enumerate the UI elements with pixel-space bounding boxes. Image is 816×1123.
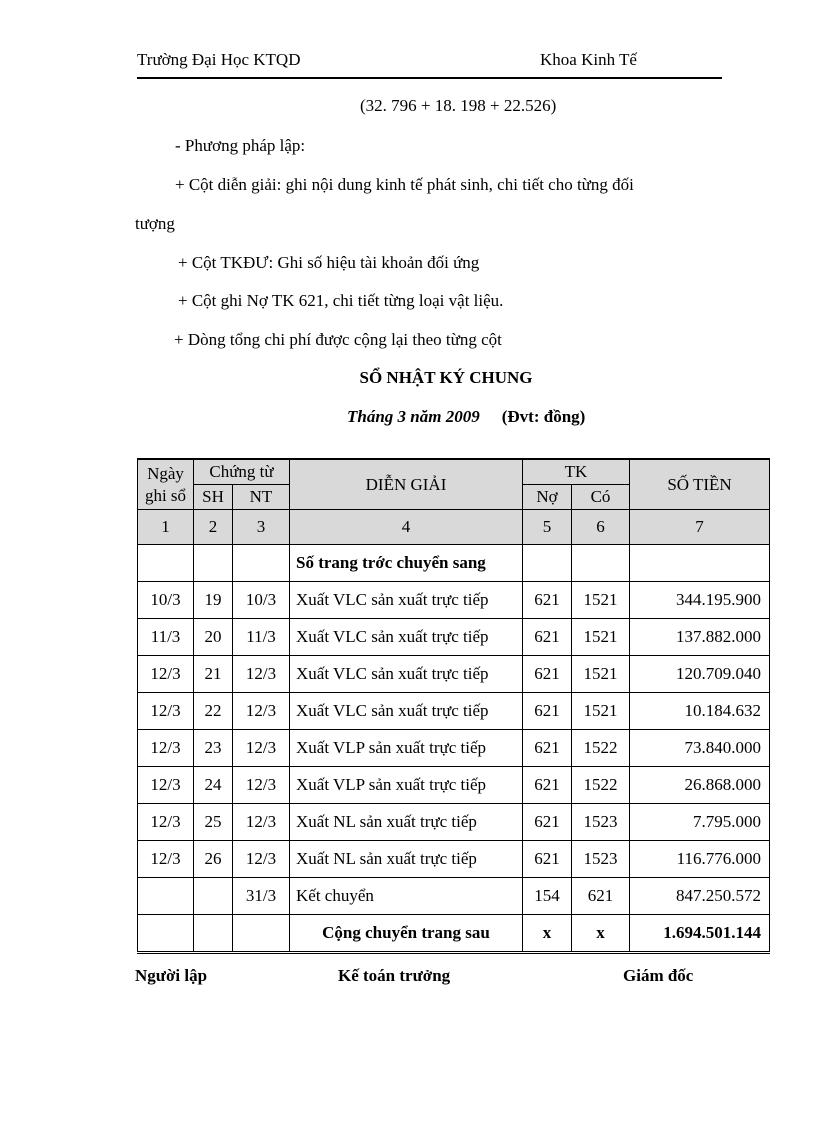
entry-debit-account: 621 (523, 730, 572, 767)
entry-voucher-number: 20 (194, 619, 233, 656)
method-debit-column: + Cột ghi Nợ TK 621, chi tiết từng loại vật liệu. (178, 291, 504, 310)
journal-unit: (Đvt: đồng) (501, 407, 586, 426)
entry-debit-account: 621 (523, 582, 572, 619)
column-number: 2 (194, 510, 233, 545)
entry-credit-account: 1521 (572, 582, 630, 619)
entry-credit-account: 1521 (572, 693, 630, 730)
signature-chief-accountant: Kế toán trưởng (338, 966, 451, 985)
opening-balance-label: Số trang trớc chuyển sang (290, 545, 523, 582)
entry-voucher-date: 12/3 (233, 804, 290, 841)
entry-credit-account: 1523 (572, 841, 630, 878)
entry-voucher-date: 12/3 (233, 656, 290, 693)
entry-voucher-date: 12/3 (233, 841, 290, 878)
entry-amount: 847.250.572 (630, 878, 770, 915)
header-amount: SỐ TIỀN (630, 459, 770, 510)
entry-debit-account: 621 (523, 693, 572, 730)
entry-date: 12/3 (138, 693, 194, 730)
table-row (138, 619, 770, 656)
entry-voucher-date: 11/3 (233, 619, 290, 656)
header-school: Trường Đại Học KTQD (137, 50, 301, 69)
entry-credit-account: 1522 (572, 767, 630, 804)
entry-debit-account: 621 (523, 767, 572, 804)
table-row (138, 693, 770, 730)
entry-description: Xuất VLC sản xuất trực tiếp (290, 619, 523, 656)
column-number: 5 (523, 510, 572, 545)
total-amount: 1.694.501.144 (630, 915, 770, 953)
header-date-line2: ghi sổ (144, 485, 187, 505)
header-voucher: Chứng từ (194, 459, 290, 485)
entry-voucher-date: 12/3 (233, 730, 290, 767)
column-number: 6 (572, 510, 630, 545)
entry-credit-account: 621 (572, 878, 630, 915)
empty-cell (572, 545, 630, 582)
entry-credit-account: 1521 (572, 656, 630, 693)
entry-amount: 120.709.040 (630, 656, 770, 693)
table-row (138, 767, 770, 804)
entry-voucher-date: 12/3 (233, 767, 290, 804)
entry-voucher-number: 25 (194, 804, 233, 841)
entry-description: Xuất VLP sản xuất trực tiếp (290, 767, 523, 804)
formula-line: (32. 796 + 18. 198 + 22.526) (360, 96, 557, 115)
column-number: 1 (138, 510, 194, 545)
journal-title: SỔ NHẬT KÝ CHUNG (359, 368, 533, 387)
entry-amount: 10.184.632 (630, 693, 770, 730)
empty-cell (194, 545, 233, 582)
entry-description: Xuất VLC sản xuất trực tiếp (290, 656, 523, 693)
entry-voucher-number: 22 (194, 693, 233, 730)
entry-voucher-number: 19 (194, 582, 233, 619)
empty-cell (630, 545, 770, 582)
header-credit: Có (572, 485, 630, 510)
entry-debit-account: 621 (523, 656, 572, 693)
total-label: Cộng chuyển trang sau (290, 915, 523, 953)
header-date-line1: Ngày (147, 463, 184, 483)
entry-description: Xuất NL sản xuất trực tiếp (290, 841, 523, 878)
empty-cell (138, 915, 194, 953)
empty-cell (233, 545, 290, 582)
signature-preparer: Người lập (135, 966, 208, 985)
column-number: 3 (233, 510, 290, 545)
journal-month: Tháng 3 năm 2009 (347, 407, 480, 426)
entry-description: Xuất VLP sản xuất trực tiếp (290, 730, 523, 767)
entry-description: Xuất VLC sản xuất trực tiếp (290, 693, 523, 730)
header-date (138, 459, 194, 510)
entry-debit-account: 154 (523, 878, 572, 915)
method-description-column-cont: tượng (135, 214, 175, 233)
entry-voucher-number: 24 (194, 767, 233, 804)
empty-cell (523, 545, 572, 582)
total-credit: x (572, 915, 630, 953)
entry-voucher-date: 12/3 (233, 693, 290, 730)
table-row (138, 656, 770, 693)
journal-subtitle (347, 407, 585, 427)
table-row (138, 582, 770, 619)
header-sh: SH (194, 485, 233, 510)
method-account-column: + Cột TKĐƯ: Ghi số hiệu tài khoản đối ứng (178, 253, 480, 272)
entry-date (138, 878, 194, 915)
header-rule (137, 77, 722, 79)
entry-description: Kết chuyển (290, 878, 523, 915)
entry-voucher-date: 10/3 (233, 582, 290, 619)
journal-table (137, 458, 770, 954)
entry-voucher-number (194, 878, 233, 915)
table-row (138, 804, 770, 841)
header-nt: NT (233, 485, 290, 510)
entry-date: 12/3 (138, 767, 194, 804)
entry-date: 12/3 (138, 656, 194, 693)
entry-date: 12/3 (138, 841, 194, 878)
entry-amount: 344.195.900 (630, 582, 770, 619)
empty-cell (138, 545, 194, 582)
entry-debit-account: 621 (523, 619, 572, 656)
header-description: DIỄN GIẢI (290, 459, 523, 510)
entry-amount: 73.840.000 (630, 730, 770, 767)
entry-amount: 7.795.000 (630, 804, 770, 841)
table-row (138, 841, 770, 878)
entry-debit-account: 621 (523, 804, 572, 841)
header-account: TK (523, 459, 630, 485)
column-number-row (138, 510, 770, 545)
header-faculty: Khoa Kinh Tế (540, 50, 637, 69)
entry-credit-account: 1521 (572, 619, 630, 656)
entry-date: 10/3 (138, 582, 194, 619)
signature-director: Giám đốc (623, 966, 694, 985)
entry-amount: 116.776.000 (630, 841, 770, 878)
entry-debit-account: 621 (523, 841, 572, 878)
empty-cell (194, 915, 233, 953)
table-row (138, 730, 770, 767)
entry-date: 11/3 (138, 619, 194, 656)
entry-date: 12/3 (138, 804, 194, 841)
method-heading: - Phương pháp lập: (175, 136, 306, 155)
entry-voucher-number: 23 (194, 730, 233, 767)
entry-voucher-number: 26 (194, 841, 233, 878)
entry-voucher-number: 21 (194, 656, 233, 693)
entry-credit-account: 1523 (572, 804, 630, 841)
method-description-column: + Cột diễn giải: ghi nội dung kinh tế phát sinh, chi tiết cho từng đối (175, 175, 634, 194)
empty-cell (233, 915, 290, 953)
entry-description: Xuất VLC sản xuất trực tiếp (290, 582, 523, 619)
entry-credit-account: 1522 (572, 730, 630, 767)
header-debit: Nợ (523, 485, 572, 510)
column-number: 7 (630, 510, 770, 545)
entry-voucher-date: 31/3 (233, 878, 290, 915)
entry-amount: 26.868.000 (630, 767, 770, 804)
table-row (138, 878, 770, 915)
total-row (138, 915, 770, 953)
column-number: 4 (290, 510, 523, 545)
total-debit: x (523, 915, 572, 953)
entry-amount: 137.882.000 (630, 619, 770, 656)
entry-date: 12/3 (138, 730, 194, 767)
entry-description: Xuất NL sản xuất trực tiếp (290, 804, 523, 841)
opening-balance-row (138, 545, 770, 582)
method-total-row: + Dòng tổng chi phí được cộng lại theo từng cột (174, 330, 502, 349)
